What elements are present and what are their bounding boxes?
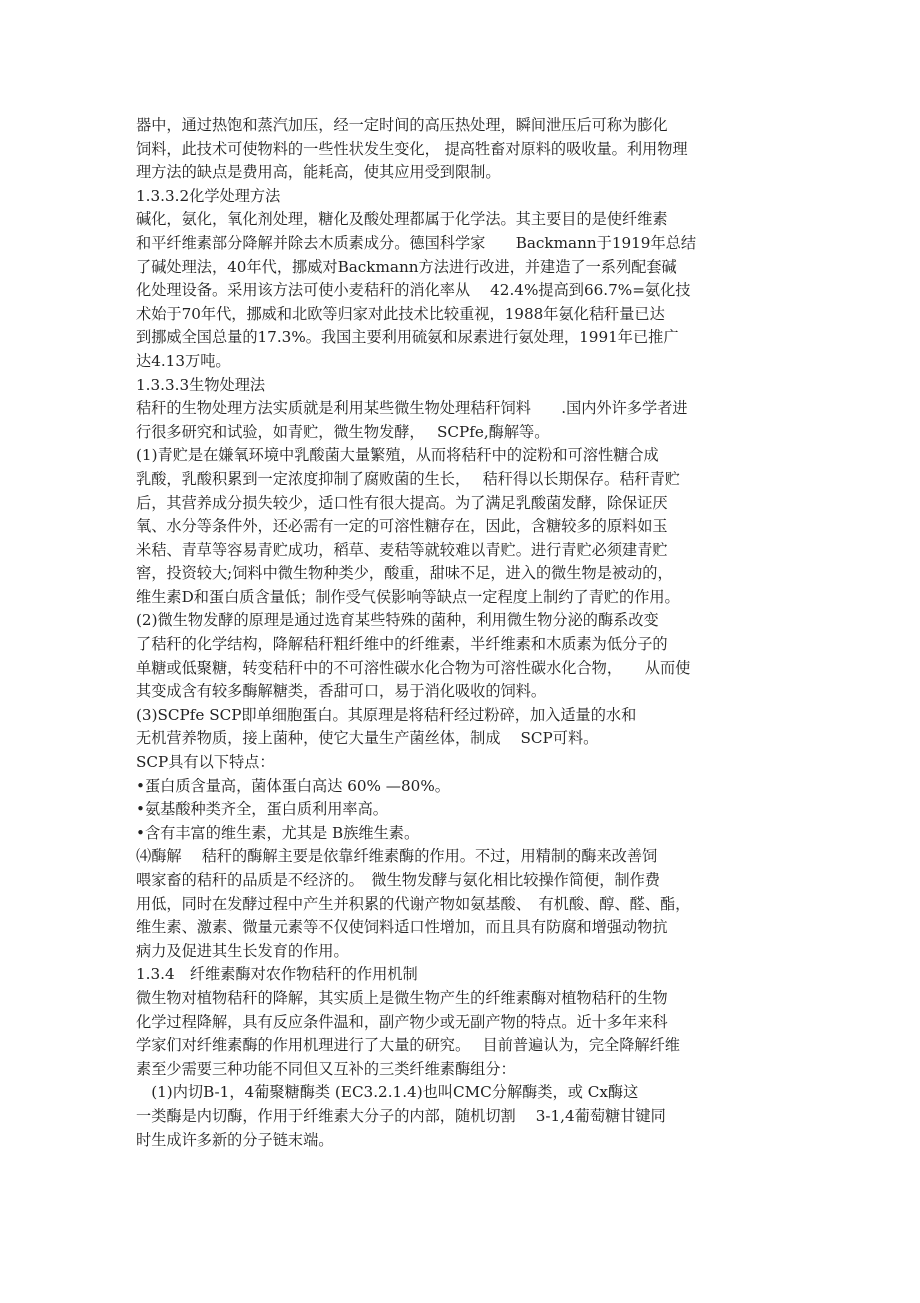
section-heading: 1.3.4 纤维素酶对农作物秸秆的作用机制 (136, 965, 418, 984)
text-line: 和平纤维素部分降解并除去木质素成分。德国科学家 Backmann于1919年总结 (136, 233, 697, 252)
text-line: 无机营养物质，接上菌种，使它大量生产菌丝体，制成 SCP可料。 (136, 729, 599, 748)
text-line: 到挪威全国总量的17.3%。我国主要利用硫氨和尿素进行氨处理，1991年已推广 (136, 328, 679, 347)
text-line: 素至少需要三种功能不同但又互补的三类纤维素酶组分： (136, 1059, 516, 1078)
text-line: 微生物对植物秸秆的降解，其实质上是微生物产生的纤维素酶对植物秸秆的生物 (136, 988, 668, 1007)
text-line: 后，其营养成分损失较少，适口性有很大提高。为了满足乳酸菌发酵，除保证厌 (136, 493, 668, 512)
text-line: 病力及促进其生长发育的作用。 (136, 941, 349, 960)
text-line: 碱化，氨化，氧化剂处理，糖化及酸处理都属于化学法。其主要目的是使纤维素 (136, 210, 668, 229)
section-heading: 1.3.3.3生物处理法 (136, 375, 266, 394)
bullet-item: •蛋白质含量高，菌体蛋白高达 60% —80%。 (136, 776, 450, 795)
text-line: 术始于70年代，挪威和北欧等归家对此技术比较重视，1988年氨化秸秆量已达 (136, 304, 665, 323)
text-line: ⑷酶解 秸秆的酶解主要是依靠纤维素酶的作用。不过，用精制的酶来改善饲 (136, 847, 658, 866)
text-line: (1)青贮是在嫌氧环境中乳酸菌大量繁殖，从而将秸秆中的淀粉和可溶性糖合成 (136, 446, 659, 465)
text-line: (1)内切B-1，4葡聚糖酶类 (EC3.2.1.4)也叫CMC分解酶类，或 Cx酶这 (136, 1083, 639, 1102)
text-line: 饲料，此技术可使物料的一些性状发生变化， 提高牲畜对原料的吸收量。利用物理 (136, 139, 688, 158)
text-line: 维生素D和蛋白质含量低；制作受气侯影响等缺点一定程度上制约了青贮的作用。 (136, 587, 680, 606)
text-line: 行很多研究和试验，如青贮，微生物发酵， SCPfe,酶解等。 (136, 422, 550, 441)
text-line: 窖，投资较大;饲料中微生物种类少，酸重，甜味不足，进入的微生物是被动的， (136, 564, 673, 583)
text-line: 时生成许多新的分子链末端。 (136, 1130, 334, 1149)
text-line: 化处理设备。采用该方法可使小麦秸秆的消化率从 42.4%提高到66.7%=氨化技 (136, 281, 691, 300)
text-line: 秸秆的生物处理方法实质就是利用某些微生物处理秸秆饲料 .国内外许多学者进 (136, 399, 688, 418)
text-line: 氧、水分等条件外，还必需有一定的可溶性糖存在，因此，含糖较多的原料如玉 (136, 517, 668, 536)
text-line: 器中，通过热饱和蒸汽加压，经一定时间的高压热处理，瞬间泄压后可称为膨化 (136, 116, 668, 134)
text-line: 米秸、青草等容易青贮成功，稻草、麦秸等就较难以青贮。进行青贮必须建青贮 (136, 540, 668, 559)
text-line: 达4.13万吨。 (136, 351, 231, 370)
text-line: 一类酶是内切酶，作用于纤维素大分子的内部，随机切割 3-1,4葡萄糖甘键同 (136, 1106, 666, 1125)
section-heading: 1.3.3.2化学处理方法 (136, 186, 281, 205)
text-line: 了碱处理法，40年代，挪威对Backmann方法进行改进，并建造了一系列配套碱 (136, 257, 677, 276)
text-line: 理方法的缺点是费用高，能耗高，使其应用受到限制。 (136, 163, 501, 182)
bullet-item: •氨基酸种类齐全，蛋白质利用率高。 (136, 800, 388, 819)
document-body (136, 114, 786, 1152)
text-line: SCP具有以下特点： (136, 753, 275, 772)
text-line: (3)SCPfe SCP即单细胞蛋白。其原理是将秸秆经过粉碎，加入适量的水和 (136, 705, 637, 724)
text-line: 喂家畜的秸秆的品质是不经济的。 微生物发酵与氨化相比较操作简便，制作费 (136, 871, 660, 889)
text-line: 化学过程降解，具有反应条件温和，副产物少或无副产物的特点。近十多年来科 (136, 1012, 668, 1031)
text-line: (2)微生物发酵的原理是通过选育某些特殊的菌种，利用微生物分泌的酶系改变 (136, 611, 659, 630)
text-line: 学家们对纤维素酶的作用机理进行了大量的研究。 目前普遍认为，完全降解纤维 (136, 1036, 680, 1055)
bullet-item: •含有丰富的维生素，尤其是 B族维生素。 (136, 823, 420, 842)
text-line: 单糖或低聚糖，转变秸秆中的不可溶性碳水化合物为可溶性碳水化合物， 从而使 (136, 658, 691, 677)
text-line: 其变成含有较多酶解糖类，香甜可口，易于消化吸收的饲料。 (136, 682, 547, 701)
text-line: 乳酸，乳酸积累到一定浓度抑制了腐败菌的生长， 秸秆得以长期保存。秸秆青贮 (136, 469, 680, 488)
text-line: 用低，同时在发酵过程中产生并积累的代谢产物如氨基酸、 有机酸、醇、醛、酯， (136, 894, 691, 913)
text-line: 了秸秆的化学结构，降解秸秆粗纤维中的纤维素，半纤维素和木质素为低分子的 (136, 635, 668, 654)
text-line: 维生素、激素、微量元素等不仅使饲料适口性增加，而且具有防腐和增强动物抗 (136, 918, 668, 937)
